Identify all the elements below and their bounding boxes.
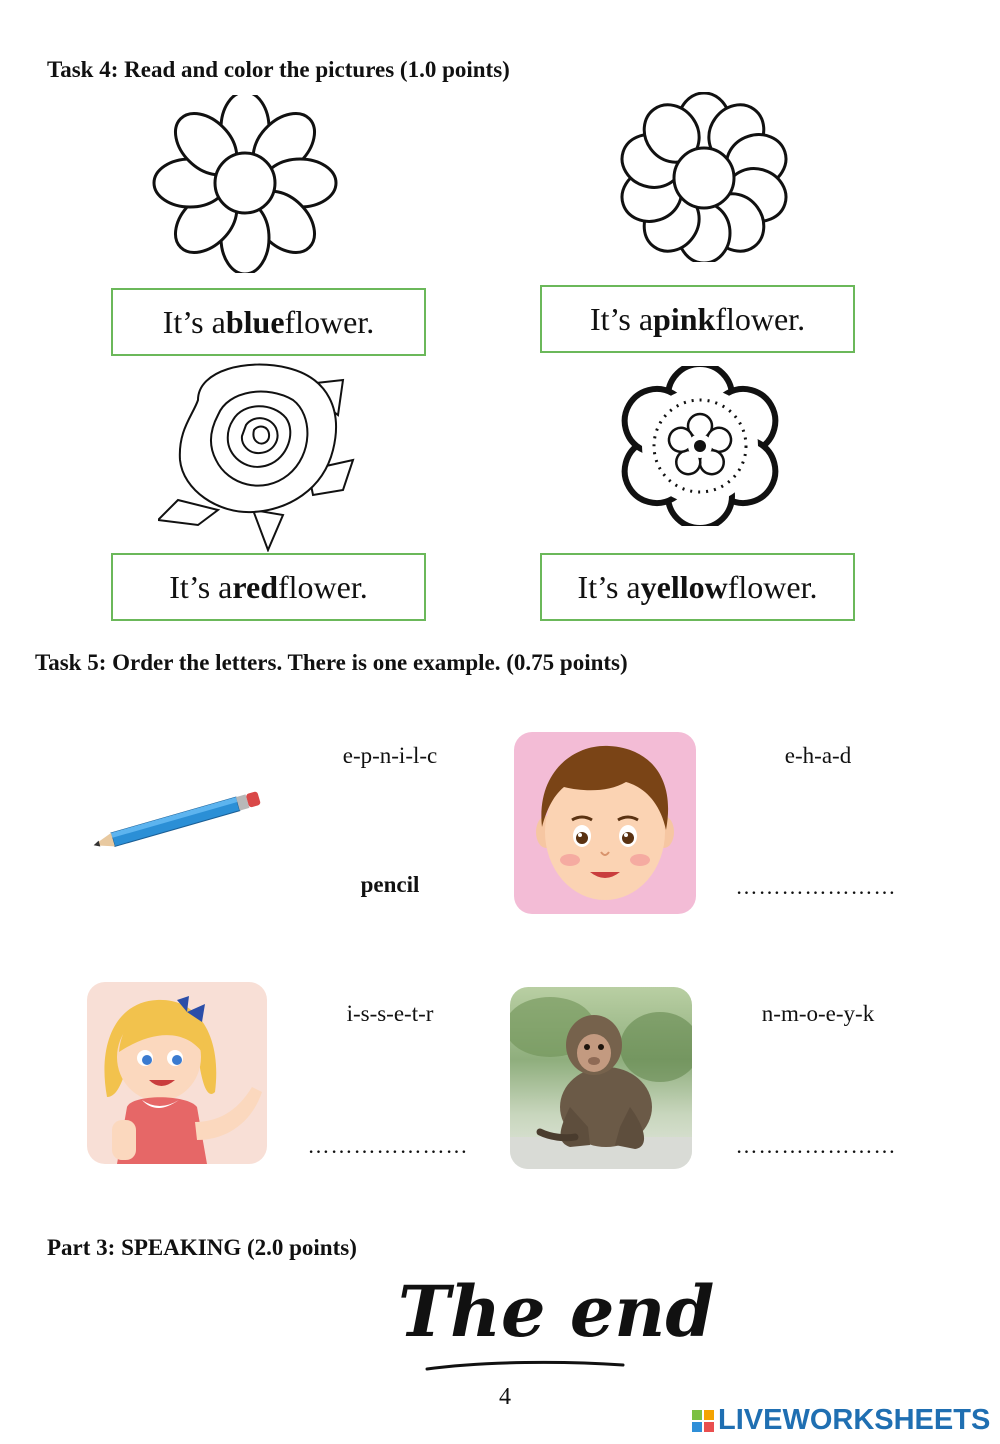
liveworksheets-logo-icon <box>692 1410 714 1432</box>
sentence-suffix: flower. <box>284 303 375 340</box>
pencil-icon <box>88 790 268 850</box>
task4-heading: Task 4: Read and color the pictures (1.0 points) <box>47 57 510 82</box>
signature-underline <box>425 1355 625 1375</box>
liveworksheets-logo[interactable] <box>692 1404 990 1437</box>
page-number: 4 <box>499 1384 511 1410</box>
boy-face-icon <box>514 732 696 914</box>
answer-box-red[interactable] <box>111 553 426 621</box>
answer-box-blue[interactable] <box>111 288 426 356</box>
color-word: yellow <box>640 568 728 605</box>
answer-blank[interactable]: ………………… <box>307 1133 469 1158</box>
monkey-picture <box>510 987 692 1169</box>
girl-picture <box>87 982 267 1164</box>
sentence-suffix: flower. <box>277 568 368 605</box>
daisy-flower-icon <box>145 95 345 273</box>
scrambled-word: e-p-n-i-l-c <box>342 743 438 768</box>
sentence-suffix: flower. <box>727 568 818 605</box>
scalloped-flower-icon <box>612 366 788 526</box>
rose-flower-icon <box>158 360 358 552</box>
answer-blank[interactable]: ………………… <box>735 1133 897 1158</box>
sentence-prefix: It’s a <box>577 568 641 605</box>
answer-blank[interactable]: ………………… <box>735 874 897 899</box>
scrambled-word: i-s-s-e-t-r <box>346 1001 434 1026</box>
answer-box-pink[interactable] <box>540 285 855 353</box>
task5-heading: Task 5: Order the letters. There is one example. (0.75 points) <box>35 650 628 675</box>
sentence-prefix: It’s a <box>589 300 654 337</box>
girl-icon <box>87 982 267 1164</box>
the-end-signature: The end <box>398 1270 715 1353</box>
boy-face-picture <box>514 732 696 914</box>
color-word: blue <box>225 303 285 340</box>
color-word: red <box>232 568 278 605</box>
brand-name: LIVEWORKSHEETS <box>718 1404 991 1436</box>
answer-box-yellow[interactable] <box>540 553 855 621</box>
scrambled-word: e-h-a-d <box>784 743 852 768</box>
example-answer: pencil <box>360 872 420 897</box>
monkey-icon <box>510 987 692 1169</box>
scrambled-word: n-m-o-e-y-k <box>761 1001 875 1026</box>
color-word: pink <box>653 300 716 337</box>
layered-flower-icon <box>612 92 796 262</box>
sentence-suffix: flower. <box>715 300 806 337</box>
sentence-prefix: It’s a <box>169 568 233 605</box>
sentence-prefix: It’s a <box>162 303 226 340</box>
part3-heading: Part 3: SPEAKING (2.0 points) <box>47 1235 357 1260</box>
